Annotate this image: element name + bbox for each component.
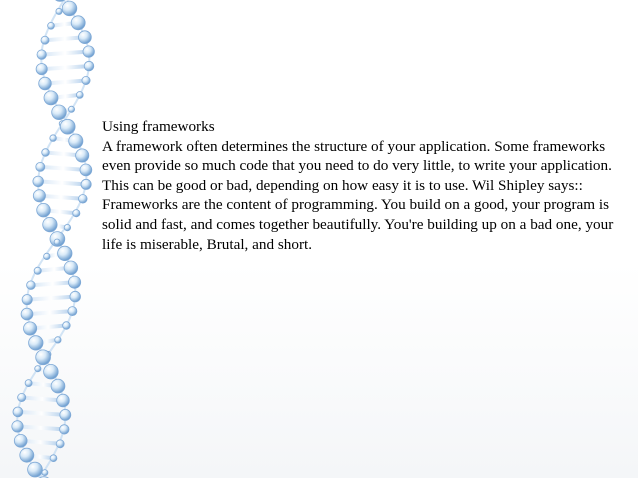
helix-bead xyxy=(24,322,37,335)
helix-rung xyxy=(38,181,86,184)
helix-bead xyxy=(37,203,51,217)
paragraph-shipley-quote: Frameworks are the content of programming. You build on a good, your program is solid and fast, and comes together beautifully. You're building up on a bad one, your life is miserable, Brutal, and short. xyxy=(102,196,614,253)
helix-bead xyxy=(18,393,26,401)
helix-bead xyxy=(69,134,83,148)
helix-bead xyxy=(21,308,33,320)
helix-bead xyxy=(82,76,90,84)
helix-bead xyxy=(36,350,51,365)
dna-helix-decoration xyxy=(0,0,110,478)
helix-bead xyxy=(50,455,57,462)
helix-bead xyxy=(55,337,61,343)
slide-title: Using frameworks xyxy=(102,118,215,135)
helix-bead xyxy=(56,8,62,14)
paragraph-framework-structure: A framework often determines the structure of your application. Some frameworks even provide so much code that you need to do very little, to write your application. xyxy=(102,137,612,175)
helix-bead xyxy=(33,176,44,187)
helix-bead xyxy=(79,31,92,44)
helix-bead xyxy=(60,425,69,434)
helix-bead xyxy=(20,448,34,462)
helix-rung xyxy=(27,297,75,300)
helix-bead xyxy=(34,267,41,274)
helix-bead xyxy=(42,470,48,476)
helix-bead xyxy=(28,462,43,477)
helix-bead xyxy=(69,276,81,288)
helix-bead xyxy=(68,307,77,316)
helix-bead xyxy=(29,336,43,350)
helix-bead xyxy=(22,295,32,305)
helix-bead xyxy=(13,407,23,417)
helix-bead xyxy=(35,366,41,372)
helix-bead xyxy=(80,164,92,176)
helix-rung xyxy=(31,282,75,285)
helix-bead xyxy=(36,64,47,75)
helix-bead xyxy=(71,16,85,30)
helix-bead xyxy=(60,409,71,420)
helix-bead xyxy=(39,77,52,90)
helix-bead xyxy=(73,210,80,217)
helix-bead xyxy=(68,106,74,112)
slide-body xyxy=(102,117,622,254)
helix-rung xyxy=(27,311,72,314)
helix-bead xyxy=(25,380,32,387)
helix-bead xyxy=(64,261,78,275)
helix-bead xyxy=(57,394,70,407)
helix-bead xyxy=(54,239,60,245)
helix-bead xyxy=(60,119,75,134)
helix-bead xyxy=(81,179,91,189)
helix-bead xyxy=(58,246,72,260)
helix-rung xyxy=(42,66,89,69)
helix-bead xyxy=(44,364,59,379)
helix-bead xyxy=(56,440,64,448)
helix-bead xyxy=(33,190,45,202)
helix-bead xyxy=(14,434,27,447)
helix-bead xyxy=(51,379,65,393)
helix-bead xyxy=(79,195,88,204)
helix-rung xyxy=(39,196,82,199)
helix-bead xyxy=(50,135,57,142)
helix-bead xyxy=(48,22,55,29)
helix-rung xyxy=(42,52,89,55)
helix-bead xyxy=(27,281,36,290)
helix-bead xyxy=(76,149,89,162)
helix-bead xyxy=(62,1,77,16)
paragraph-good-or-bad: This can be good or bad, depending on how easy it is to use. Wil Shipley says:: xyxy=(102,176,583,194)
helix-bead xyxy=(44,253,50,259)
helix-bead xyxy=(37,50,46,59)
helix-bead xyxy=(36,162,45,171)
helix-rung xyxy=(40,167,86,170)
helix-bead xyxy=(43,217,57,231)
helix-bead xyxy=(83,46,94,57)
helix-rung xyxy=(18,426,65,429)
helix-bead xyxy=(52,105,67,120)
helix-bead xyxy=(76,92,83,99)
helix-bead xyxy=(42,149,50,157)
helix-bead xyxy=(44,91,58,105)
helix-bead xyxy=(84,61,94,71)
helix-bead xyxy=(64,224,70,230)
helix-bead xyxy=(70,291,81,302)
helix-bead xyxy=(12,421,23,432)
helix-bead xyxy=(41,36,49,44)
helix-rung xyxy=(18,412,65,415)
helix-bead xyxy=(63,322,71,330)
